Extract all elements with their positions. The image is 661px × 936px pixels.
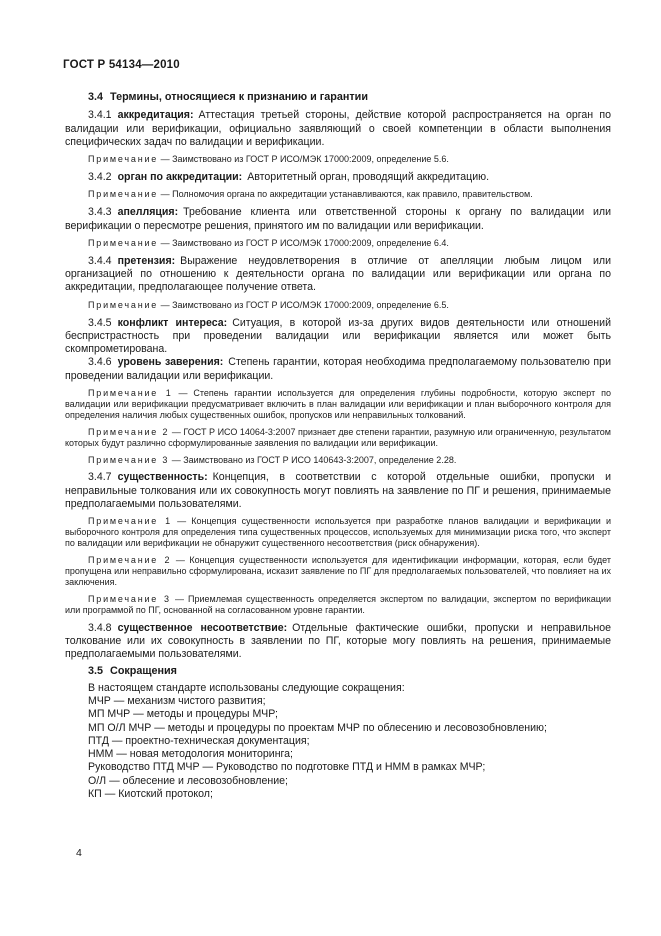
abbreviation-item: МП МЧР — методы и процедуры МЧР;	[88, 708, 278, 721]
term-number: 3.4.1	[88, 109, 112, 122]
term-name: существенное несоответствие:	[117, 621, 288, 634]
term-paragraph-3-4-4	[65, 255, 611, 295]
term-definition: Концепция, в соответствии с которой отдельные ошибки, пропуски и неправильные толкования или их совокупность могут повлиять на заявление по ПГ и решения, принимаемые предполагаемыми пользователями.	[65, 471, 611, 511]
term-name: существенность:	[117, 471, 208, 484]
term-paragraph-3-4-7	[65, 471, 611, 511]
note-text: — Заимствовано из ГОСТ Р ИСО 140643-3:2007, определение 2.28.	[171, 454, 457, 465]
note	[65, 238, 611, 249]
note	[65, 455, 611, 466]
term-number: 3.4.2	[88, 171, 112, 183]
abbreviation-item: О/Л — облесение и лесовозобновление;	[88, 774, 288, 787]
section-title: Сокращения	[110, 665, 177, 678]
note-label: Примечание	[88, 237, 159, 248]
term-number: 3.4.5	[88, 316, 112, 329]
term-definition: Авторитетный орган, проводящий аккредитацию.	[247, 171, 490, 183]
note-label: Примечание 1	[88, 387, 173, 398]
content-area	[65, 91, 611, 801]
note	[65, 189, 611, 200]
page-number: 4	[76, 847, 82, 859]
section-title: Термины, относящиеся к признанию и гарантии	[110, 91, 368, 103]
note-label: Примечание 2	[88, 555, 172, 566]
term-name: претензия:	[117, 254, 176, 267]
term-name: апелляция:	[117, 206, 179, 219]
term-paragraph-3-4-8	[65, 622, 611, 662]
term-definition: Аттестация третьей стороны, действие которой распространяется на орган по валидации или верификации, официально заявляющий о своей компетенции в области выполнения специфических задач по валидации и верификации.	[65, 109, 611, 148]
term-number: 3.4.7	[88, 471, 112, 484]
note-text: — ГОСТ Р ИСО 14064-3:2007 признает две степени гарантии, разумную или ограниченную, результатом которых будут различно сформулированные заявления по валидации или верификации.	[65, 426, 611, 448]
term-number: 3.4.4	[88, 254, 112, 267]
term-paragraph-3-4-2	[65, 171, 611, 184]
note-label: Примечание 2	[88, 426, 170, 437]
term-paragraph-3-4-3	[65, 206, 611, 233]
note	[65, 154, 611, 165]
note-text: — Приемлемая существенность определяется экспертом по валидации, экспертом по верификации или программой по ПГ, основанной на согласованном уровне гарантии.	[65, 593, 611, 615]
term-definition: Выражение неудовлетворения в отличие от апелляции любым лицом или организацией по отношению к деятельности органа по валидации или верификации или органа по аккредитации, предполагающее получение ответа.	[65, 254, 611, 294]
abbreviation-item: КП — Киотский протокол;	[88, 788, 213, 801]
term-paragraph-3-4-5	[65, 317, 611, 357]
note	[65, 555, 611, 588]
abbreviation-item: НММ — новая методология мониторинга;	[88, 748, 294, 761]
abbreviation-item: МП О/Л МЧР — методы и процедуры по проектам МЧР по облесению и лесовозобновлению;	[88, 721, 547, 734]
term-definition: Отдельные фактические ошибки, пропуски и неправильное толкование или их совокупность в заявлении по ПГ, которые могу повлиять на решения, принимаемые предполагаемыми пользователями.	[65, 621, 612, 661]
term-name: конфликт интереса:	[117, 316, 228, 329]
note-label: Примечание	[88, 299, 159, 310]
note-text: — Степень гарантии используется для определения глубины подробности, которую эксперт по валидации или верификации предусматривает включить в план валидации или верификации и план выборочного контроля для определения наличия любых существенных ошибок, пропусков или неправильных толкований.	[65, 387, 611, 420]
note-label: Примечание 1	[88, 516, 172, 527]
abbreviations-intro: В настоящем стандарте использованы следующие сокращения:	[88, 681, 405, 694]
term-number: 3.4.8	[88, 621, 112, 634]
term-paragraph-3-4-6	[65, 356, 611, 383]
term-definition: Требование клиента или ответственной стороны к органу по валидации или верификации о пересмотре решения, принятого им по валидации или верификации.	[65, 206, 611, 232]
section-heading-3-5	[65, 665, 611, 678]
note	[65, 300, 611, 311]
note	[65, 516, 611, 549]
term-number: 3.4.6	[88, 356, 112, 369]
note-label: Примечание	[88, 189, 159, 200]
note-text: — Заимствовано из ГОСТ Р ИСО/МЭК 17000:2009, определение 5.6.	[160, 154, 449, 165]
note-label: Примечание 3	[88, 593, 171, 604]
term-number: 3.4.3	[88, 206, 112, 219]
note	[65, 594, 611, 616]
term-name: аккредитация:	[117, 109, 194, 122]
section-number: 3.4	[88, 91, 104, 103]
note	[65, 388, 611, 421]
note-label: Примечание	[88, 154, 159, 165]
section-number: 3.5	[88, 665, 104, 678]
term-name: уровень заверения:	[117, 356, 224, 369]
term-definition: Степень гарантии, которая необходима предполагаемому пользователю при проведении валидации или верификации.	[65, 356, 611, 382]
abbreviation-item: Руководство ПТД МЧР — Руководство по подготовке ПТД и НММ в рамках МЧР;	[88, 761, 486, 774]
running-header-standard-code: ГОСТ Р 54134—2010	[63, 59, 180, 71]
term-paragraph-3-4-1	[65, 109, 611, 149]
note-text: — Заимствовано из ГОСТ Р ИСО/МЭК 17000:2009, определение 6.4.	[160, 237, 449, 248]
abbreviation-item: МЧР — механизм чистого развития;	[88, 694, 266, 707]
note-text: — Концепция существенности используется для идентификации информации, которая, если будет пропущена или неправильно сформулирована, исказит заявление по ПГ для предполагаемых пользователей, что повлияет на их заключения.	[65, 555, 611, 587]
note-text: — Заимствовано из ГОСТ Р ИСО/МЭК 17000:2009, определение 6.5.	[160, 299, 449, 310]
note-text: — Концепция существенности используется при разработке планов валидации и верификации и выборочного контроля для определения типа существенных процессов, используемых для минимизации риска того, что эксперт по валидации или верификации не обнаружит существенного несоответствия (риск обнаружения).	[65, 516, 611, 549]
note	[65, 427, 611, 449]
term-name: орган по аккредитации:	[117, 171, 243, 183]
term-definition: Ситуация, в которой из-за других видов деятельности или отношений беспристрастность при проведении валидации или верификации является или может быть скомпрометирована.	[65, 316, 611, 356]
note-text: — Полномочия органа по аккредитации устанавливаются, как правило, правительством.	[160, 189, 533, 200]
note-label: Примечание 3	[88, 454, 170, 465]
abbreviation-item: ПТД — проектно-техническая документация;	[88, 734, 310, 747]
section-heading-3-4	[65, 91, 611, 104]
